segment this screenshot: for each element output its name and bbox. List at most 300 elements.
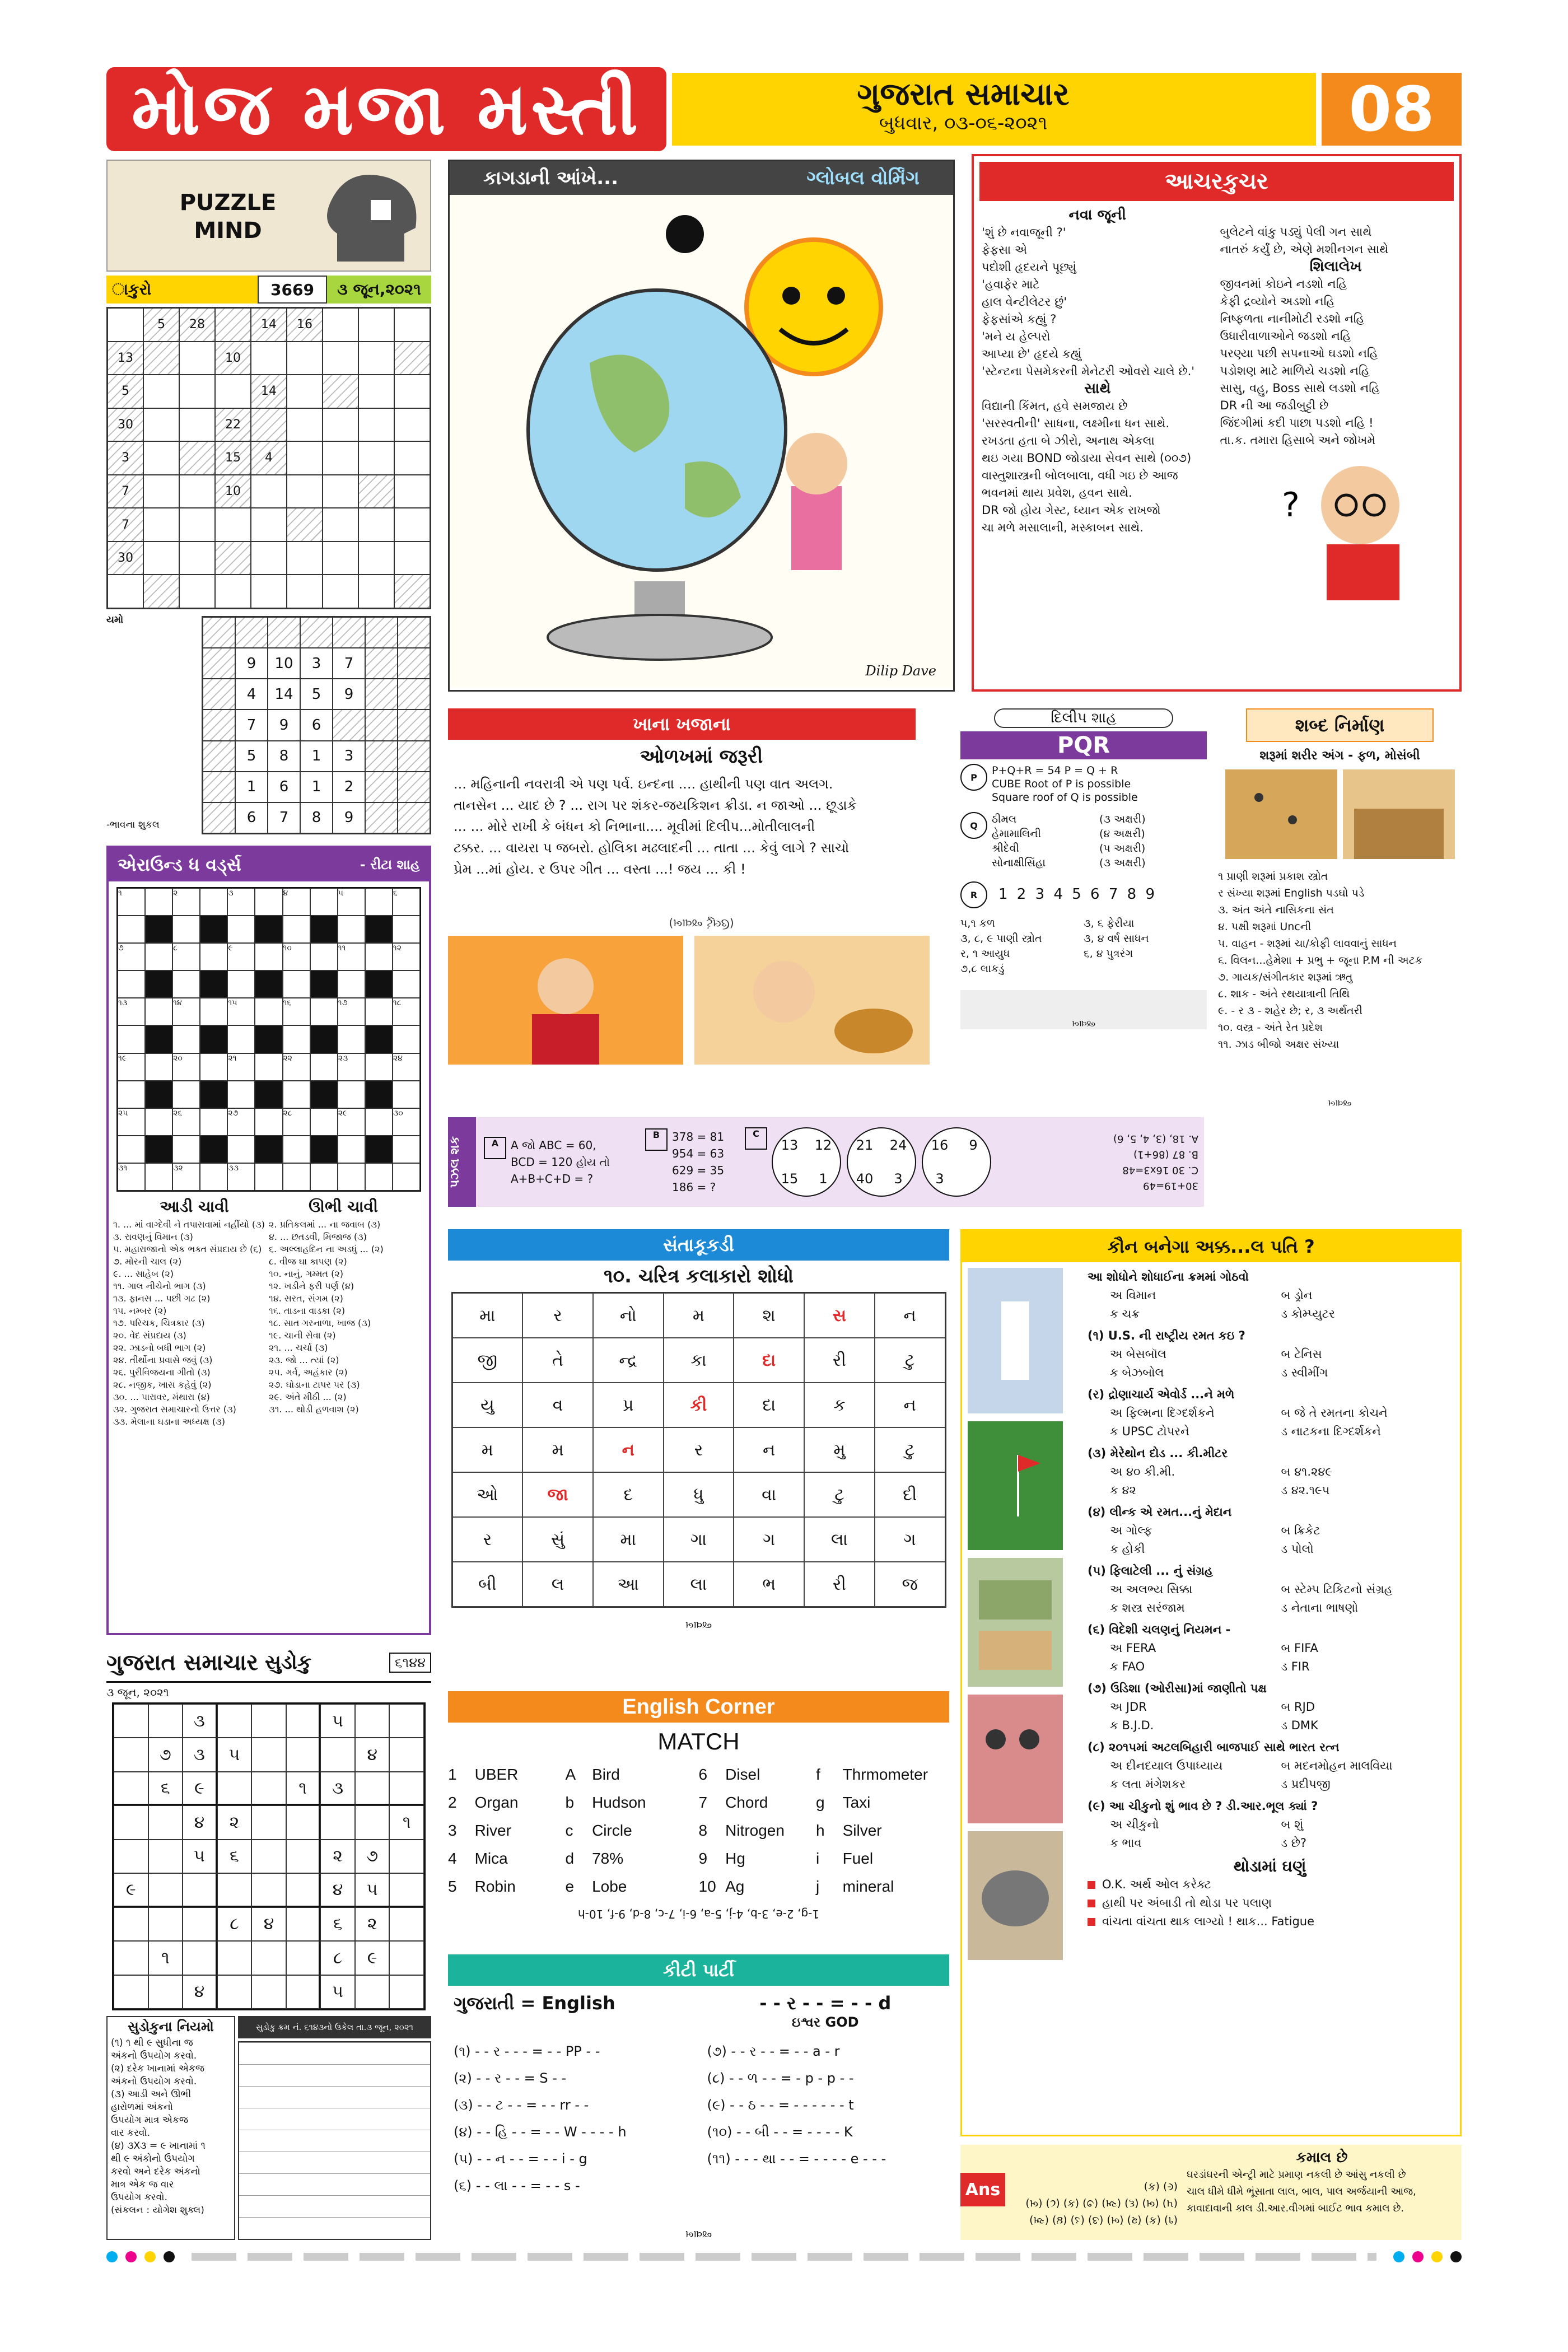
kbc-option[interactable]: ડ પ્રદીપજી [1281,1777,1331,1791]
kakuro-cell[interactable] [143,575,179,608]
crossword-cell[interactable] [283,1163,310,1191]
sudoku-cell[interactable] [286,1975,321,2009]
kbc-option[interactable]: બ FIFA [1281,1641,1318,1655]
sudoku-cell[interactable] [183,1941,217,1975]
crossword-cell[interactable]: ૩૨ [172,1163,200,1191]
kakuro-cell[interactable] [358,375,394,408]
crossword-cell[interactable] [172,970,200,998]
sudoku-cell[interactable]: ૨ [355,1907,390,1941]
kakuro-cell[interactable] [394,441,430,475]
kakuro-cell[interactable] [394,575,430,608]
sudoku-cell[interactable] [114,1907,148,1941]
crossword-cell[interactable] [200,998,227,1025]
kakuro-cell[interactable] [358,441,394,475]
kbc-option[interactable]: બ ૪૧.૨૪૯ [1281,1465,1332,1478]
kakuro-cell[interactable] [358,475,394,508]
crossword-cell[interactable]: ૨૫ [118,1108,145,1136]
sudoku-cell[interactable]: ૪ [251,1907,286,1941]
crossword-cell[interactable]: ૧૮ [393,998,420,1025]
kakuro-cell[interactable] [251,575,287,608]
kbc-option[interactable]: બ મદનમોહન માલવિયા [1281,1759,1393,1772]
kakuro-cell[interactable] [323,375,358,408]
sudoku-cell[interactable]: ૩ [183,1738,217,1771]
crossword-cell[interactable] [227,916,255,943]
crossword-cell[interactable] [172,1081,200,1108]
kakuro-cell[interactable] [358,508,394,542]
crossword-cell[interactable]: ૩૧ [118,1163,145,1191]
kakuro-grid[interactable] [106,307,431,609]
crossword-cell[interactable]: ૨૮ [283,1108,310,1136]
sudoku-cell[interactable] [114,1840,148,1873]
kakuro-cell[interactable] [394,375,430,408]
kbc-option[interactable]: અ FERA [1110,1641,1156,1655]
sudoku-cell[interactable]: ૨ [320,1840,355,1873]
crossword-cell[interactable] [145,1108,172,1136]
word-search-cell[interactable]: પ્ર [593,1383,664,1427]
sudoku-cell[interactable] [389,1704,424,1738]
crossword-cell[interactable] [393,1163,420,1191]
crossword-cell[interactable] [145,1163,172,1191]
crossword-cell[interactable] [365,943,393,970]
word-search-cell[interactable]: ન [734,1427,804,1472]
word-search-cell[interactable]: ટુ [875,1338,945,1383]
crossword-cell[interactable]: ૨૨ [283,1053,310,1081]
word-search-cell[interactable]: મા [452,1293,523,1338]
kakuro-cell[interactable] [287,475,323,508]
word-search-cell[interactable]: લ [522,1562,593,1607]
kakuro-cell[interactable] [143,508,179,542]
word-search-cell[interactable]: લા [804,1517,875,1562]
crossword-cell[interactable]: ૭ [118,943,145,970]
sudoku-cell[interactable]: ૯ [183,1772,217,1805]
crossword-cell[interactable] [310,1108,338,1136]
kakuro-cell[interactable] [323,308,358,342]
crossword-cell[interactable] [338,970,365,998]
sudoku-cell[interactable] [148,1975,183,2009]
sudoku-cell[interactable] [148,1805,183,1839]
crossword-cell[interactable] [227,1136,255,1163]
word-search-cell[interactable]: ન [593,1427,664,1472]
sudoku-cell[interactable] [217,1873,252,1907]
crossword-cell[interactable] [283,1025,310,1053]
kakuro-cell[interactable] [323,408,358,442]
sudoku-cell[interactable] [355,1805,390,1839]
kakuro-cell[interactable] [394,408,430,442]
crossword-cell[interactable]: ૧૯ [118,1053,145,1081]
crossword-cell[interactable]: ૩ [227,888,255,916]
crossword-cell[interactable] [227,1025,255,1053]
crossword-cell[interactable] [338,1025,365,1053]
word-search-cell[interactable]: આ [593,1562,664,1607]
crossword-cell[interactable] [338,1163,365,1191]
sudoku-cell[interactable]: ૧ [286,1772,321,1805]
crossword-cell[interactable] [200,943,227,970]
crossword-cell[interactable]: ૨૧ [227,1053,255,1081]
sudoku-cell[interactable]: ૫ [320,1975,355,2009]
crossword-cell[interactable] [365,1053,393,1081]
crossword-cell[interactable] [283,1136,310,1163]
word-search-cell[interactable]: દી [875,1472,945,1517]
sudoku-cell[interactable]: ૭ [148,1738,183,1771]
sudoku-cell[interactable]: ૧ [148,1941,183,1975]
crossword-cell[interactable] [145,1053,172,1081]
crossword-cell[interactable] [172,916,200,943]
kakuro-cell[interactable] [179,575,215,608]
word-search-cell[interactable]: ઓ [452,1472,523,1517]
sudoku-cell[interactable]: ૫ [320,1704,355,1738]
kakuro-cell[interactable] [143,441,179,475]
word-search-cell[interactable]: ગ [875,1517,945,1562]
kakuro-cell[interactable] [179,508,215,542]
sudoku-cell[interactable] [251,1772,286,1805]
crossword-cell[interactable] [338,1136,365,1163]
crossword-cell[interactable] [283,916,310,943]
crossword-cell[interactable] [393,1025,420,1053]
crossword-cell[interactable] [365,888,393,916]
crossword-cell[interactable]: ૧૦ [283,943,310,970]
crossword-cell[interactable] [393,970,420,998]
sudoku-cell[interactable] [148,1873,183,1907]
word-search-cell[interactable]: મા [593,1517,664,1562]
word-search-cell[interactable]: ન [875,1383,945,1427]
kakuro-cell[interactable] [394,342,430,375]
kakuro-cell[interactable] [179,375,215,408]
sudoku-cell[interactable]: ૭ [355,1840,390,1873]
crossword-cell[interactable] [310,943,338,970]
sudoku-cell[interactable] [286,1873,321,1907]
kakuro-cell[interactable] [358,575,394,608]
word-search-cell[interactable]: ગ [734,1517,804,1562]
kakuro-cell[interactable] [394,475,430,508]
word-search-cell[interactable]: કા [664,1338,734,1383]
crossword-cell[interactable] [145,888,172,916]
crossword-cell[interactable] [393,916,420,943]
kakuro-cell[interactable] [251,475,287,508]
crossword-cell[interactable] [255,888,282,916]
kbc-option[interactable]: ડ સ્વીમીંગ [1281,1366,1328,1379]
crossword-cell[interactable]: ૪ [283,888,310,916]
word-search-cell[interactable]: જ [875,1562,945,1607]
sudoku-cell[interactable]: ૬ [148,1772,183,1805]
crossword-cell[interactable] [172,1025,200,1053]
word-search-cell[interactable]: બી [452,1562,523,1607]
crossword-cell[interactable]: ૨૩ [338,1053,365,1081]
kakuro-cell[interactable] [179,542,215,575]
kbc-option[interactable]: અ અલભ્ય સિક્કા [1110,1583,1193,1596]
kakuro-cell[interactable] [287,508,323,542]
sudoku-cell[interactable] [251,1840,286,1873]
word-search-cell[interactable]: ધુ [664,1472,734,1517]
kakuro-cell[interactable] [323,342,358,375]
crossword-cell[interactable] [118,916,145,943]
kakuro-cell[interactable] [287,575,323,608]
sudoku-cell[interactable]: ૪ [320,1873,355,1907]
kbc-option[interactable]: બ સ્ટેમ્પ ટિકિટનો સંગ્રહ [1281,1583,1393,1596]
word-search-cell[interactable]: ર [452,1517,523,1562]
crossword-cell[interactable] [310,1053,338,1081]
sudoku-grid[interactable] [112,1702,426,2010]
kakuro-cell[interactable] [323,575,358,608]
kakuro-cell[interactable] [179,408,215,442]
kbc-option[interactable]: અ બેસબૉલ [1110,1347,1166,1361]
crossword-cell[interactable] [365,1163,393,1191]
crossword-cell[interactable]: ૧૩ [118,998,145,1025]
crossword-cell[interactable] [118,1081,145,1108]
kbc-option[interactable]: ક ભાવ [1110,1836,1142,1850]
kakuro-cell[interactable] [143,542,179,575]
kakuro-cell[interactable] [251,542,287,575]
sudoku-cell[interactable] [183,1907,217,1941]
word-search-cell[interactable]: ગા [664,1517,734,1562]
sudoku-cell[interactable] [320,1738,355,1771]
sudoku-cell[interactable]: ૨ [217,1805,252,1839]
word-search-cell[interactable]: ટુ [875,1427,945,1472]
sudoku-cell[interactable]: ૪ [355,1738,390,1771]
sudoku-cell[interactable] [217,1975,252,2009]
crossword-cell[interactable]: ૧૪ [172,998,200,1025]
crossword-cell[interactable] [255,1163,282,1191]
crossword-grid[interactable] [116,887,421,1192]
sudoku-cell[interactable]: ૩ [320,1772,355,1805]
kbc-option[interactable]: ડ FIR [1281,1660,1310,1673]
word-search-cell[interactable]: મ [522,1427,593,1472]
sudoku-cell[interactable]: ૬ [217,1840,252,1873]
crossword-cell[interactable]: ૨૦ [172,1053,200,1081]
crossword-cell[interactable] [118,1136,145,1163]
sudoku-cell[interactable] [389,1975,424,2009]
crossword-cell[interactable]: ૧૭ [338,998,365,1025]
crossword-cell[interactable]: ૨૭ [227,1108,255,1136]
crossword-cell[interactable]: ૨૯ [338,1108,365,1136]
sudoku-cell[interactable] [389,1840,424,1873]
crossword-cell[interactable]: ૩૦ [393,1108,420,1136]
crossword-cell[interactable] [338,1081,365,1108]
sudoku-cell[interactable] [286,1738,321,1771]
word-search-cell[interactable]: રી [804,1338,875,1383]
sudoku-cell[interactable] [217,1772,252,1805]
kakuro-cell[interactable] [287,441,323,475]
kakuro-cell[interactable] [323,475,358,508]
crossword-cell[interactable] [393,1136,420,1163]
crossword-cell[interactable] [255,1053,282,1081]
word-search-cell[interactable]: રી [804,1562,875,1607]
sudoku-cell[interactable] [389,1907,424,1941]
crossword-cell[interactable] [227,970,255,998]
sudoku-cell[interactable] [114,1805,148,1839]
kakuro-cell[interactable] [179,475,215,508]
word-search-cell[interactable]: ટુ [804,1472,875,1517]
kakuro-cell[interactable] [215,575,251,608]
crossword-cell[interactable] [227,1081,255,1108]
crossword-cell[interactable] [283,970,310,998]
kakuro-cell[interactable] [143,408,179,442]
kbc-option[interactable]: બ ટેનિસ [1281,1347,1322,1361]
sudoku-cell[interactable] [389,1772,424,1805]
crossword-cell[interactable]: ૨૬ [172,1108,200,1136]
kakuro-cell[interactable] [358,308,394,342]
sudoku-cell[interactable]: ૯ [355,1941,390,1975]
kbc-option[interactable]: અ ગોલ્ફ [1110,1524,1152,1537]
sudoku-cell[interactable] [389,1738,424,1771]
crossword-cell[interactable]: ૨ [172,888,200,916]
sudoku-cell[interactable] [148,1907,183,1941]
kbc-option[interactable]: ક શસ્ત્ર સરંજામ [1110,1601,1185,1614]
sudoku-cell[interactable] [286,1805,321,1839]
kakuro-cell[interactable] [108,308,143,342]
word-search-cell[interactable]: શ [734,1293,804,1338]
kbc-option[interactable]: અ ૪૦ કી.મી. [1110,1465,1175,1478]
sudoku-cell[interactable] [217,1704,252,1738]
crossword-cell[interactable] [145,998,172,1025]
sudoku-cell[interactable] [217,1941,252,1975]
sudoku-cell[interactable] [183,1873,217,1907]
crossword-cell[interactable] [172,1136,200,1163]
crossword-cell[interactable]: ૧૫ [227,998,255,1025]
word-search-cell[interactable]: મુ [804,1427,875,1472]
crossword-cell[interactable] [365,998,393,1025]
crossword-cell[interactable]: ૩૩ [227,1163,255,1191]
word-search-cell[interactable]: દ [593,1472,664,1517]
word-search-cell[interactable]: ન [875,1293,945,1338]
kbc-option[interactable]: બ શું [1281,1818,1304,1831]
sudoku-cell[interactable] [114,1772,148,1805]
sudoku-cell[interactable]: ૪ [183,1975,217,2009]
word-search-cell[interactable]: ભ [734,1562,804,1607]
sudoku-cell[interactable]: ૫ [355,1873,390,1907]
kbc-option[interactable]: ક FAO [1110,1660,1145,1673]
crossword-cell[interactable] [200,1163,227,1191]
crossword-cell[interactable] [393,1081,420,1108]
kakuro-cell[interactable] [251,508,287,542]
sudoku-cell[interactable]: ૫ [217,1738,252,1771]
sudoku-cell[interactable] [286,1907,321,1941]
kbc-option[interactable]: ડ DMK [1281,1719,1318,1732]
sudoku-cell[interactable] [114,1704,148,1738]
word-search-cell[interactable]: મ [664,1293,734,1338]
word-search-grid[interactable] [451,1292,946,1608]
kbc-option[interactable]: બ જે તે રમતના કોચને [1281,1406,1388,1420]
kakuro-cell[interactable] [358,542,394,575]
kbc-option[interactable]: ક UPSC ટોપરને [1110,1425,1189,1438]
crossword-cell[interactable]: ૧૨ [393,943,420,970]
kakuro-cell[interactable] [394,542,430,575]
kbc-option[interactable]: બ ક્રિકેટ [1281,1524,1320,1537]
sudoku-cell[interactable] [251,1873,286,1907]
kakuro-cell[interactable] [215,308,251,342]
kbc-option[interactable]: અ ચીકુનો [1110,1818,1159,1831]
kbc-option[interactable]: ક હોકી [1110,1542,1145,1556]
kakuro-cell[interactable] [179,342,215,375]
sudoku-cell[interactable] [355,1704,390,1738]
kbc-option[interactable]: ક લતા મંગેશકર [1110,1777,1186,1791]
kakuro-cell[interactable] [287,342,323,375]
kakuro-cell[interactable] [287,375,323,408]
sudoku-cell[interactable] [114,1941,148,1975]
kakuro-cell[interactable] [358,408,394,442]
kakuro-cell[interactable] [251,342,287,375]
crossword-cell[interactable] [200,888,227,916]
sudoku-cell[interactable]: ૯ [114,1873,148,1907]
kakuro-cell[interactable] [179,441,215,475]
sudoku-cell[interactable]: ૧ [389,1805,424,1839]
word-search-cell[interactable]: દા [734,1338,804,1383]
kakuro-cell[interactable] [287,542,323,575]
kakuro-cell[interactable] [323,542,358,575]
kbc-option[interactable]: બ RJD [1281,1700,1315,1714]
sudoku-cell[interactable] [389,1941,424,1975]
word-search-cell[interactable]: નો [593,1293,664,1338]
word-search-cell[interactable]: ર [522,1293,593,1338]
sudoku-cell[interactable] [148,1840,183,1873]
crossword-cell[interactable] [310,888,338,916]
kbc-option[interactable]: અ JDR [1110,1700,1147,1714]
crossword-cell[interactable]: ૧૬ [283,998,310,1025]
crossword-cell[interactable] [310,998,338,1025]
kbc-option[interactable]: ડ નેતાના ભાષણો [1281,1601,1359,1614]
kakuro-cell[interactable] [215,508,251,542]
sudoku-cell[interactable] [286,1941,321,1975]
crossword-cell[interactable] [255,998,282,1025]
word-search-cell[interactable]: વ [522,1383,593,1427]
crossword-cell[interactable]: ૧૧ [338,943,365,970]
kakuro-cell[interactable] [358,342,394,375]
word-search-cell[interactable]: જા [522,1472,593,1517]
sudoku-cell[interactable] [251,1805,286,1839]
crossword-cell[interactable] [118,970,145,998]
sudoku-cell[interactable]: ૩ [183,1704,217,1738]
word-search-cell[interactable]: તે [522,1338,593,1383]
kbc-option[interactable]: ડ પોલો [1281,1542,1314,1556]
crossword-cell[interactable] [200,1053,227,1081]
sudoku-cell[interactable]: ૮ [217,1907,252,1941]
word-search-cell[interactable]: લા [664,1562,734,1607]
word-search-cell[interactable]: જી [452,1338,523,1383]
sudoku-cell[interactable] [148,1704,183,1738]
crossword-cell[interactable]: ૨૪ [393,1053,420,1081]
kakuro-cell[interactable] [143,475,179,508]
kbc-option[interactable]: ડ છે? [1281,1836,1307,1850]
crossword-cell[interactable] [255,1108,282,1136]
crossword-cell[interactable] [255,943,282,970]
kbc-option[interactable]: ક B.J.D. [1110,1719,1154,1732]
crossword-cell[interactable] [200,1108,227,1136]
crossword-cell[interactable]: ૮ [172,943,200,970]
kbc-option[interactable]: ડ ૪૨.૧૯૫ [1281,1483,1330,1497]
sudoku-cell[interactable]: ૮ [320,1941,355,1975]
sudoku-cell[interactable] [286,1840,321,1873]
word-search-cell[interactable]: સું [522,1517,593,1562]
kakuro-cell[interactable] [394,508,430,542]
kakuro-cell[interactable] [215,375,251,408]
kbc-option[interactable]: ક ૪૨ [1110,1483,1136,1497]
word-search-cell[interactable]: વા [734,1472,804,1517]
crossword-cell[interactable] [365,1108,393,1136]
sudoku-cell[interactable] [355,1772,390,1805]
sudoku-cell[interactable]: ૬ [320,1907,355,1941]
kakuro-cell[interactable] [251,408,287,442]
word-search-cell[interactable]: કી [664,1383,734,1427]
sudoku-cell[interactable]: ૫ [183,1840,217,1873]
kbc-option[interactable]: અ દીનદયાલ ઉપાધ્યાય [1110,1759,1223,1772]
sudoku-cell[interactable] [114,1738,148,1771]
sudoku-cell[interactable] [320,1805,355,1839]
crossword-cell[interactable]: ૯ [227,943,255,970]
kakuro-cell[interactable] [287,408,323,442]
sudoku-cell[interactable] [114,1975,148,2009]
word-search-cell[interactable]: ર [664,1427,734,1472]
crossword-cell[interactable] [310,1163,338,1191]
sudoku-cell[interactable]: ૪ [183,1805,217,1839]
